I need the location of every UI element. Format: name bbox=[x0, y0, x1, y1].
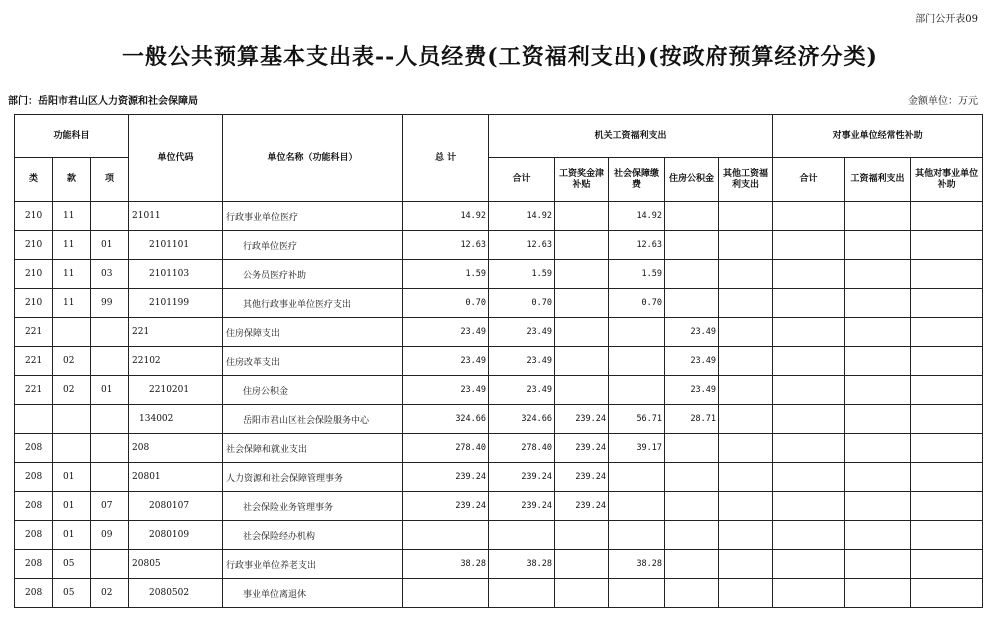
cell-sub-wage bbox=[845, 521, 911, 550]
cell-lei: 210 bbox=[15, 202, 53, 231]
cell-sub-subtotal bbox=[773, 550, 845, 579]
header-org-other: 其他工资福利支出 bbox=[719, 158, 773, 202]
cell-org-wage bbox=[555, 231, 609, 260]
cell-org-housing: 23.49 bbox=[665, 376, 719, 405]
cell-lei: 208 bbox=[15, 521, 53, 550]
cell-total: 14.92 bbox=[403, 202, 489, 231]
cell-org-housing bbox=[665, 492, 719, 521]
cell-org-social: 56.71 bbox=[609, 405, 665, 434]
cell-lei: 221 bbox=[15, 318, 53, 347]
cell-xiang: 09 bbox=[91, 521, 129, 550]
cell-name: 住房保障支出 bbox=[223, 318, 403, 347]
cell-total: 38.28 bbox=[403, 550, 489, 579]
table-row bbox=[15, 492, 983, 521]
table-row bbox=[15, 463, 983, 492]
cell-sub-wage bbox=[845, 492, 911, 521]
cell-lei: 208 bbox=[15, 463, 53, 492]
table-row bbox=[15, 550, 983, 579]
header-org-social: 社会保障缴费 bbox=[609, 158, 665, 202]
cell-code: 221 bbox=[129, 318, 223, 347]
cell-sub-subtotal bbox=[773, 318, 845, 347]
cell-sub-other bbox=[911, 463, 983, 492]
cell-org-housing bbox=[665, 202, 719, 231]
cell-kuan: 02 bbox=[53, 376, 91, 405]
cell-lei: 210 bbox=[15, 231, 53, 260]
header-xiang: 项 bbox=[91, 158, 129, 202]
cell-org-other bbox=[719, 405, 773, 434]
cell-code: 2080502 bbox=[129, 579, 223, 608]
cell-org-social: 1.59 bbox=[609, 260, 665, 289]
header-sub-subtotal: 合计 bbox=[773, 158, 845, 202]
cell-org-housing: 23.49 bbox=[665, 347, 719, 376]
cell-total bbox=[403, 521, 489, 550]
cell-xiang bbox=[91, 202, 129, 231]
cell-lei: 208 bbox=[15, 434, 53, 463]
cell-org-other bbox=[719, 521, 773, 550]
table-row bbox=[15, 405, 983, 434]
table-row bbox=[15, 202, 983, 231]
table-row bbox=[15, 260, 983, 289]
cell-org-housing bbox=[665, 550, 719, 579]
cell-sub-wage bbox=[845, 202, 911, 231]
cell-xiang: 07 bbox=[91, 492, 129, 521]
cell-sub-subtotal bbox=[773, 434, 845, 463]
cell-xiang bbox=[91, 318, 129, 347]
cell-name: 行政事业单位养老支出 bbox=[223, 550, 403, 579]
header-func-subject: 功能科目 bbox=[15, 115, 129, 158]
cell-org-wage: 239.24 bbox=[555, 405, 609, 434]
cell-code: 21011 bbox=[129, 202, 223, 231]
cell-lei bbox=[15, 405, 53, 434]
cell-code: 208 bbox=[129, 434, 223, 463]
cell-name: 行政单位医疗 bbox=[223, 231, 403, 260]
cell-org-social: 38.28 bbox=[609, 550, 665, 579]
cell-org-subtotal bbox=[489, 521, 555, 550]
table-row bbox=[15, 579, 983, 608]
cell-xiang: 01 bbox=[91, 231, 129, 260]
cell-name: 事业单位离退休 bbox=[223, 579, 403, 608]
cell-sub-other bbox=[911, 579, 983, 608]
cell-org-social bbox=[609, 318, 665, 347]
cell-total: 0.70 bbox=[403, 289, 489, 318]
cell-kuan: 05 bbox=[53, 550, 91, 579]
cell-name: 社会保险经办机构 bbox=[223, 521, 403, 550]
table-body bbox=[15, 202, 983, 608]
cell-lei: 208 bbox=[15, 492, 53, 521]
cell-total: 23.49 bbox=[403, 376, 489, 405]
cell-sub-subtotal bbox=[773, 289, 845, 318]
cell-org-housing bbox=[665, 579, 719, 608]
cell-org-other bbox=[719, 260, 773, 289]
header-kuan: 款 bbox=[53, 158, 91, 202]
amount-unit-label: 金额单位：万元 bbox=[908, 96, 978, 107]
cell-code: 2101101 bbox=[129, 231, 223, 260]
cell-total: 23.49 bbox=[403, 347, 489, 376]
cell-code: 2101199 bbox=[129, 289, 223, 318]
cell-name: 人力资源和社会保障管理事务 bbox=[223, 463, 403, 492]
header-lei: 类 bbox=[15, 158, 53, 202]
cell-org-subtotal: 12.63 bbox=[489, 231, 555, 260]
cell-org-wage bbox=[555, 550, 609, 579]
cell-org-housing bbox=[665, 434, 719, 463]
table-row bbox=[15, 318, 983, 347]
cell-org-other bbox=[719, 579, 773, 608]
cell-org-housing bbox=[665, 463, 719, 492]
cell-org-social: 12.63 bbox=[609, 231, 665, 260]
cell-sub-wage bbox=[845, 347, 911, 376]
header-unit-name: 单位名称（功能科目） bbox=[223, 115, 403, 202]
cell-org-social bbox=[609, 492, 665, 521]
cell-org-subtotal: 23.49 bbox=[489, 376, 555, 405]
cell-total: 23.49 bbox=[403, 318, 489, 347]
cell-sub-subtotal bbox=[773, 492, 845, 521]
cell-org-subtotal: 23.49 bbox=[489, 318, 555, 347]
cell-sub-wage bbox=[845, 463, 911, 492]
cell-xiang: 03 bbox=[91, 260, 129, 289]
cell-xiang bbox=[91, 550, 129, 579]
cell-sub-wage bbox=[845, 231, 911, 260]
cell-org-wage bbox=[555, 521, 609, 550]
cell-sub-other bbox=[911, 347, 983, 376]
cell-xiang: 01 bbox=[91, 376, 129, 405]
cell-sub-other bbox=[911, 202, 983, 231]
cell-name: 其他行政事业单位医疗支出 bbox=[223, 289, 403, 318]
cell-org-wage: 239.24 bbox=[555, 434, 609, 463]
cell-org-subtotal: 324.66 bbox=[489, 405, 555, 434]
cell-sub-wage bbox=[845, 260, 911, 289]
cell-xiang: 02 bbox=[91, 579, 129, 608]
cell-kuan: 05 bbox=[53, 579, 91, 608]
header-sub-wage: 工资福利支出 bbox=[845, 158, 911, 202]
cell-org-other bbox=[719, 434, 773, 463]
cell-lei: 210 bbox=[15, 289, 53, 318]
cell-sub-subtotal bbox=[773, 463, 845, 492]
cell-org-subtotal: 0.70 bbox=[489, 289, 555, 318]
page-title: 一般公共预算基本支出表--人员经费(工资福利支出)(按政府预算经济分类) bbox=[122, 44, 878, 70]
cell-code: 2210201 bbox=[129, 376, 223, 405]
header-org-subtotal: 合计 bbox=[489, 158, 555, 202]
cell-kuan: 01 bbox=[53, 463, 91, 492]
header-unit-code: 单位代码 bbox=[129, 115, 223, 202]
header-org-wage: 工资奖金津补贴 bbox=[555, 158, 609, 202]
cell-sub-subtotal bbox=[773, 521, 845, 550]
cell-kuan: 11 bbox=[53, 289, 91, 318]
cell-name: 社会保险业务管理事务 bbox=[223, 492, 403, 521]
cell-org-housing bbox=[665, 260, 719, 289]
cell-name: 住房改革支出 bbox=[223, 347, 403, 376]
cell-org-wage bbox=[555, 202, 609, 231]
cell-total: 239.24 bbox=[403, 463, 489, 492]
cell-kuan bbox=[53, 318, 91, 347]
cell-name: 行政事业单位医疗 bbox=[223, 202, 403, 231]
cell-org-social bbox=[609, 463, 665, 492]
table-row bbox=[15, 376, 983, 405]
cell-kuan: 11 bbox=[53, 231, 91, 260]
cell-total: 239.24 bbox=[403, 492, 489, 521]
cell-xiang: 99 bbox=[91, 289, 129, 318]
header-org-group: 机关工资福利支出 bbox=[489, 115, 773, 158]
cell-kuan bbox=[53, 434, 91, 463]
cell-sub-subtotal bbox=[773, 376, 845, 405]
cell-sub-other bbox=[911, 405, 983, 434]
cell-sub-other bbox=[911, 289, 983, 318]
cell-org-other bbox=[719, 318, 773, 347]
cell-xiang bbox=[91, 434, 129, 463]
cell-org-wage bbox=[555, 260, 609, 289]
cell-sub-other bbox=[911, 521, 983, 550]
cell-org-wage: 239.24 bbox=[555, 463, 609, 492]
cell-org-subtotal: 239.24 bbox=[489, 492, 555, 521]
cell-org-wage bbox=[555, 318, 609, 347]
cell-total: 324.66 bbox=[403, 405, 489, 434]
cell-name: 公务员医疗补助 bbox=[223, 260, 403, 289]
cell-kuan: 02 bbox=[53, 347, 91, 376]
cell-org-other bbox=[719, 492, 773, 521]
cell-org-social bbox=[609, 521, 665, 550]
cell-org-social bbox=[609, 376, 665, 405]
cell-sub-other bbox=[911, 376, 983, 405]
cell-org-social: 0.70 bbox=[609, 289, 665, 318]
cell-org-other bbox=[719, 231, 773, 260]
cell-org-other bbox=[719, 289, 773, 318]
cell-sub-wage bbox=[845, 405, 911, 434]
cell-code: 22102 bbox=[129, 347, 223, 376]
cell-sub-wage bbox=[845, 289, 911, 318]
cell-lei: 221 bbox=[15, 376, 53, 405]
table-row bbox=[15, 521, 983, 550]
header-sub-group: 对事业单位经常性补助 bbox=[773, 115, 983, 158]
cell-sub-wage bbox=[845, 318, 911, 347]
cell-org-other bbox=[719, 202, 773, 231]
cell-org-wage bbox=[555, 376, 609, 405]
department-label: 部门：岳阳市君山区人力资源和社会保障局 bbox=[8, 96, 198, 107]
cell-kuan: 01 bbox=[53, 492, 91, 521]
cell-org-social bbox=[609, 347, 665, 376]
cell-org-social: 39.17 bbox=[609, 434, 665, 463]
budget-table bbox=[14, 114, 983, 608]
cell-sub-other bbox=[911, 550, 983, 579]
cell-total bbox=[403, 579, 489, 608]
cell-org-wage bbox=[555, 289, 609, 318]
cell-name: 住房公积金 bbox=[223, 376, 403, 405]
cell-org-other bbox=[719, 347, 773, 376]
cell-sub-wage bbox=[845, 434, 911, 463]
cell-xiang bbox=[91, 463, 129, 492]
cell-org-wage bbox=[555, 347, 609, 376]
cell-org-subtotal: 23.49 bbox=[489, 347, 555, 376]
cell-kuan: 01 bbox=[53, 521, 91, 550]
cell-sub-wage bbox=[845, 579, 911, 608]
cell-code: 2101103 bbox=[129, 260, 223, 289]
cell-code: 2080109 bbox=[129, 521, 223, 550]
cell-org-wage: 239.24 bbox=[555, 492, 609, 521]
cell-sub-wage bbox=[845, 376, 911, 405]
cell-kuan: 11 bbox=[53, 202, 91, 231]
cell-sub-subtotal bbox=[773, 579, 845, 608]
table-row bbox=[15, 289, 983, 318]
cell-total: 1.59 bbox=[403, 260, 489, 289]
cell-org-subtotal: 239.24 bbox=[489, 463, 555, 492]
cell-org-housing bbox=[665, 521, 719, 550]
cell-sub-subtotal bbox=[773, 231, 845, 260]
cell-org-subtotal: 278.40 bbox=[489, 434, 555, 463]
cell-org-housing: 28.71 bbox=[665, 405, 719, 434]
cell-org-housing bbox=[665, 289, 719, 318]
cell-org-social bbox=[609, 579, 665, 608]
cell-org-other bbox=[719, 376, 773, 405]
cell-org-subtotal: 38.28 bbox=[489, 550, 555, 579]
cell-code: 20801 bbox=[129, 463, 223, 492]
cell-sub-subtotal bbox=[773, 347, 845, 376]
form-number: 部门公开表09 bbox=[915, 14, 978, 25]
cell-total: 278.40 bbox=[403, 434, 489, 463]
cell-code: 134002 bbox=[129, 405, 223, 434]
cell-lei: 208 bbox=[15, 579, 53, 608]
cell-sub-other bbox=[911, 434, 983, 463]
table-row bbox=[15, 434, 983, 463]
cell-name: 岳阳市君山区社会保险服务中心 bbox=[223, 405, 403, 434]
cell-sub-other bbox=[911, 260, 983, 289]
cell-org-subtotal: 1.59 bbox=[489, 260, 555, 289]
cell-org-subtotal bbox=[489, 579, 555, 608]
cell-lei: 208 bbox=[15, 550, 53, 579]
cell-sub-subtotal bbox=[773, 260, 845, 289]
cell-name: 社会保障和就业支出 bbox=[223, 434, 403, 463]
cell-sub-other bbox=[911, 492, 983, 521]
cell-sub-other bbox=[911, 318, 983, 347]
cell-kuan: 11 bbox=[53, 260, 91, 289]
cell-lei: 210 bbox=[15, 260, 53, 289]
cell-xiang bbox=[91, 347, 129, 376]
cell-sub-subtotal bbox=[773, 202, 845, 231]
cell-code: 20805 bbox=[129, 550, 223, 579]
header-org-housing: 住房公积金 bbox=[665, 158, 719, 202]
header-sub-other: 其他对事业单位补助 bbox=[911, 158, 983, 202]
table-row bbox=[15, 231, 983, 260]
cell-org-housing bbox=[665, 231, 719, 260]
cell-code: 2080107 bbox=[129, 492, 223, 521]
cell-xiang bbox=[91, 405, 129, 434]
cell-org-housing: 23.49 bbox=[665, 318, 719, 347]
cell-kuan bbox=[53, 405, 91, 434]
cell-org-other bbox=[719, 463, 773, 492]
cell-sub-subtotal bbox=[773, 405, 845, 434]
cell-sub-other bbox=[911, 231, 983, 260]
cell-lei: 221 bbox=[15, 347, 53, 376]
table-row bbox=[15, 347, 983, 376]
cell-org-social: 14.92 bbox=[609, 202, 665, 231]
cell-org-wage bbox=[555, 579, 609, 608]
cell-org-other bbox=[719, 550, 773, 579]
cell-sub-wage bbox=[845, 550, 911, 579]
header-total: 总 计 bbox=[403, 115, 489, 202]
cell-total: 12.63 bbox=[403, 231, 489, 260]
cell-org-subtotal: 14.92 bbox=[489, 202, 555, 231]
